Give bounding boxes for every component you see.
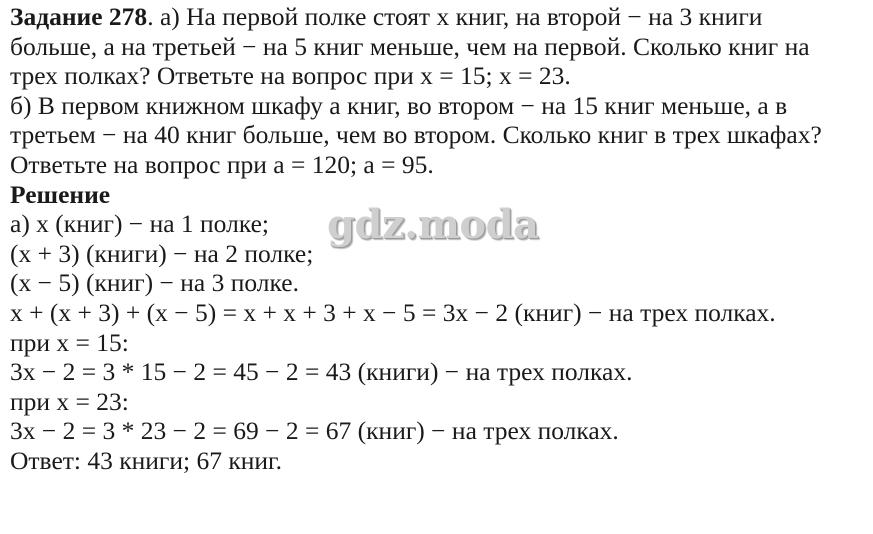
task-line-4: б) В первом книжном шкафу a книг, во втором − на 15 книг меньше, а в — [10, 90, 788, 120]
solution-line-8: 3x − 2 = 3 * 23 − 2 = 69 − 2 = 67 (книг) − на трех полках. — [10, 416, 619, 446]
solution-line-7: при x = 23: — [10, 386, 129, 416]
task-part-a-start: . а) На первой полке стоят x книг, на второй − на 3 книги — [147, 2, 763, 31]
solution-line-2: (x + 3) (книги) − на 2 полке; — [10, 238, 314, 268]
solution-line-5: при x = 15: — [10, 327, 129, 357]
solution-line-6: 3x − 2 = 3 * 15 − 2 = 45 − 2 = 43 (книги) − на трех полках. — [10, 357, 633, 387]
task-line-3: трех полках? Ответьте на вопрос при x = 15; x = 23. — [10, 61, 571, 91]
task-number: Задание 278 — [10, 2, 148, 31]
solution-heading: Решение — [10, 179, 111, 209]
task-line-5: третьем − на 40 книг больше, чем во втором. Сколько книг в трех шкафах? — [10, 120, 822, 150]
task-line-2: больше, а на третьей − на 5 книг меньше, чем на первой. Сколько книг на — [10, 31, 810, 61]
watermark-logo: gdz.moda — [327, 201, 539, 248]
task-line-6: Ответьте на вопрос при a = 120; a = 95. — [10, 149, 434, 179]
solution-line-3: (x − 5) (книг) − на 3 полке. — [10, 268, 299, 298]
answer-line: Ответ: 43 книги; 67 книг. — [10, 445, 283, 475]
solution-line-4: x + (x + 3) + (x − 5) = x + x + 3 + x − 5 = 3x − 2 (книг) − на трех полках. — [10, 297, 776, 327]
solution-line-1: а) x (книг) − на 1 полке; — [10, 209, 269, 239]
task-line-1 — [10, 2, 870, 32]
